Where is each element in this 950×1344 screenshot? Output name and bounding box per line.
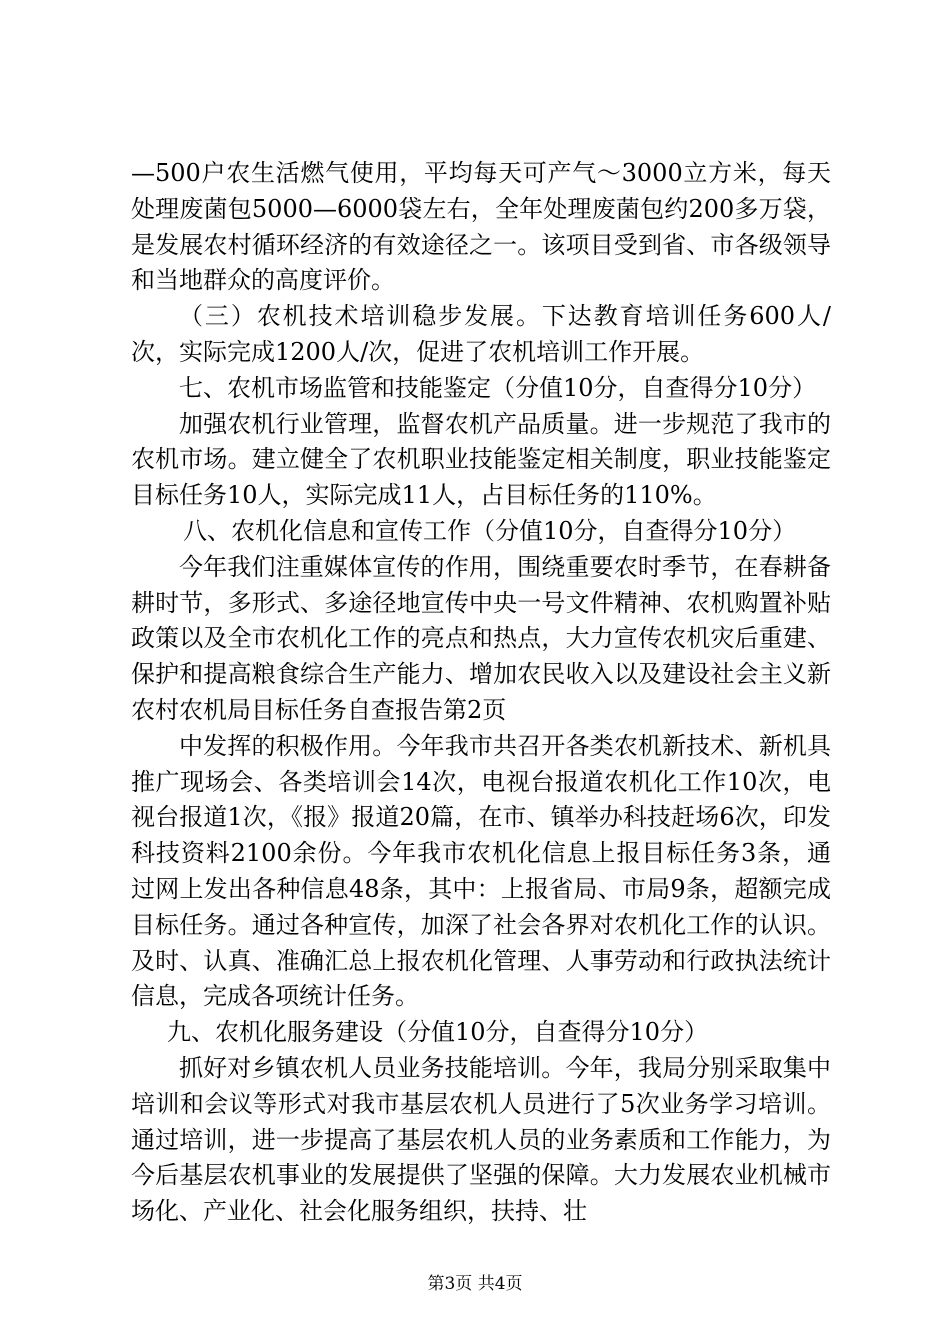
paragraph-market-supervision: 加强农机行业管理，监督农机产品质量。进一步规范了我市的农机市场。建立健全了农机职业技能鉴定相关制度，职业技能鉴定目标任务10人，实际完成11人，占目标任务的110%。 — [131, 409, 831, 510]
heading-market-supervision: 七、农机市场监管和技能鉴定（分值10分，自查得分10分） — [179, 373, 817, 402]
paragraph-training-progress: （三）农机技术培训稳步发展。下达教育培训任务600人/次，实际完成1200人/次，促进了农机培训工作开展。 — [131, 302, 831, 366]
paragraph-staff-training: 抓好对乡镇农机人员业务技能培训。今年，我局分别采取集中培训和会议等形式对我市基层农机人员进行了5次业务学习培训。通过培训，进一步提高了基层农机人员的业务素质和工作能力，为今后基层农机事业的发展提供了坚强的保障。大力发展农业机械市场化、产业化、社会化服务组织，扶持、壮 — [131, 1053, 831, 1226]
page-footer: 第3页 共4页 — [427, 1274, 523, 1294]
paragraph-media-publicity: 今年我们注重媒体宣传的作用，围绕重要农时季节，在春耕备耕时节，多形式、多途径地宣传中央一号文件精神、农机购置补贴政策以及全市农机化工作的亮点和热点，大力宣传农机灾后重建、保护和提高粮食综合生产能力、增加农民收入以及建设社会主义新农村农机局目标任务自查报告第2页 — [131, 552, 831, 724]
paragraph-biogas-summary: —500户农生活燃气使用，平均每天可产气～3000立方米，每天处理废菌包5000—6000袋左右，全年处理废菌包约200多万袋，是发展农村循环经济的有效途径之一。该项目受到省、市各级领导和当地群众的高度评价。 — [131, 159, 831, 295]
paragraph-publicity-results: 中发挥的积极作用。今年我市共召开各类农机新技术、新机具推广现场会、各类培训会14次，电视台报道农机化工作10次，电视台报道1次，《报》报道20篇，在市、镇举办科技赶场6次，印发科技资料2100余份。今年我市农机化信息上报目标任务3条，通过网上发出各种信息48条，其中：上报省局、市局9条，超额完成目标任务。通过各种宣传，加深了社会各界对农机化工作的认识。及时、认真、准确汇总上报农机化管理、人事劳动和行政执法统计信息，完成各项统计任务。 — [131, 731, 831, 1011]
heading-service-construction: 九、农机化服务建设（分值10分，自查得分10分） — [167, 1018, 709, 1047]
heading-information-publicity: 八、农机化信息和宣传工作（分值10分，自查得分10分） — [183, 516, 797, 545]
document-body — [131, 156, 831, 1230]
